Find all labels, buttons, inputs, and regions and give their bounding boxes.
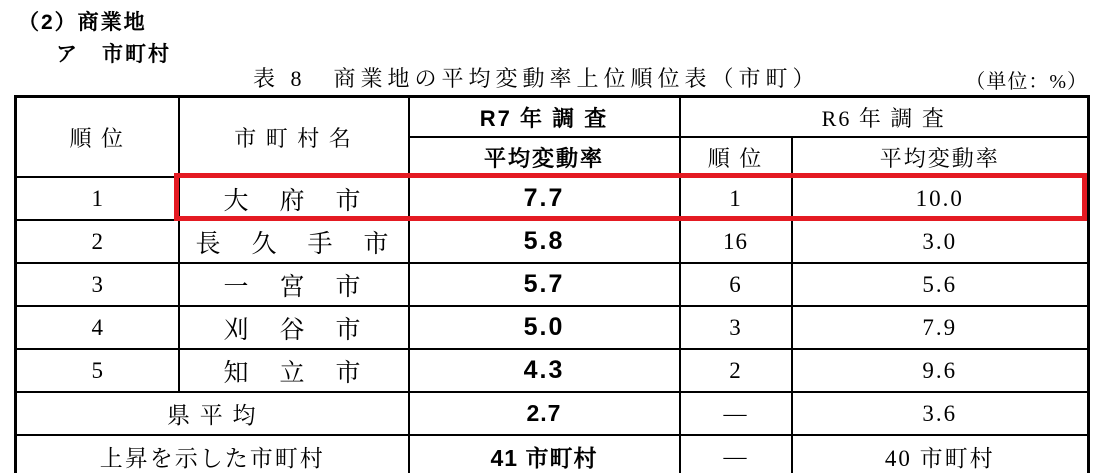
r7-rate-cell: 5.0 xyxy=(409,306,680,349)
r6-rank-cell: ― xyxy=(680,392,792,435)
r7-rate-cell: 2.7 xyxy=(409,392,680,435)
table-row xyxy=(16,220,1089,263)
header-r7-survey: R7 年 調 査 xyxy=(409,97,680,138)
r7-rate-cell: 5.8 xyxy=(409,220,680,263)
r6-rate-cell: 9.6 xyxy=(792,349,1089,392)
r6-rate-cell: 10.0 xyxy=(792,177,1089,220)
header-r6-survey: R6 年 調 査 xyxy=(680,97,1089,138)
rank-cell: 1 xyxy=(16,177,179,220)
rank-cell: 5 xyxy=(16,349,179,392)
summary-label-cell: 県 平 均 xyxy=(16,392,409,435)
r7-rate-cell: 5.7 xyxy=(409,263,680,306)
municipality-cell: 一 宮 市 xyxy=(179,263,409,306)
rank-cell: 3 xyxy=(16,263,179,306)
r6-rank-cell: 16 xyxy=(680,220,792,263)
unit-note: （単位：%） xyxy=(965,71,1088,93)
r7-rate-cell: 7.7 xyxy=(409,177,680,220)
header-r6-avg-rate: 平均変動率 xyxy=(792,137,1089,177)
header-municipality: 市 町 村 名 xyxy=(179,97,409,178)
section-heading: （2）商業地 xyxy=(18,11,147,34)
r7-rate-cell: 4.3 xyxy=(409,349,680,392)
ranking-table-wrap xyxy=(14,95,1090,473)
table-row xyxy=(16,306,1089,349)
table-title: 表 8 商業地の平均変動率上位順位表（市町） xyxy=(253,66,820,91)
rank-cell: 2 xyxy=(16,220,179,263)
r6-rank-cell: 6 xyxy=(680,263,792,306)
municipality-cell: 知 立 市 xyxy=(179,349,409,392)
ranking-table xyxy=(14,95,1090,473)
r6-rate-cell: 5.6 xyxy=(792,263,1089,306)
header-r6-rank: 順 位 xyxy=(680,137,792,177)
table-row xyxy=(16,177,1089,220)
r6-rank-cell: ― xyxy=(680,435,792,473)
r6-rate-cell: 40 市町村 xyxy=(792,435,1089,473)
summary-row-prefecture-average xyxy=(16,392,1089,435)
header-row-1 xyxy=(16,97,1089,138)
r6-rate-cell: 3.0 xyxy=(792,220,1089,263)
r6-rank-cell: 2 xyxy=(680,349,792,392)
summary-row-rising-municipalities xyxy=(16,435,1089,473)
municipality-cell: 刈 谷 市 xyxy=(179,306,409,349)
r7-rate-cell: 41 市町村 xyxy=(409,435,680,473)
r6-rate-cell: 3.6 xyxy=(792,392,1089,435)
header-r7-avg-rate: 平均変動率 xyxy=(409,137,680,177)
municipality-cell: 大 府 市 xyxy=(179,177,409,220)
subsection-heading: ア 市町村 xyxy=(56,43,171,66)
table-row xyxy=(16,349,1089,392)
summary-label-cell: 上昇を示した市町村 xyxy=(16,435,409,473)
header-rank: 順 位 xyxy=(16,97,179,178)
table-row xyxy=(16,263,1089,306)
r6-rate-cell: 7.9 xyxy=(792,306,1089,349)
rank-cell: 4 xyxy=(16,306,179,349)
municipality-cell: 長 久 手 市 xyxy=(179,220,409,263)
r6-rank-cell: 1 xyxy=(680,177,792,220)
r6-rank-cell: 3 xyxy=(680,306,792,349)
